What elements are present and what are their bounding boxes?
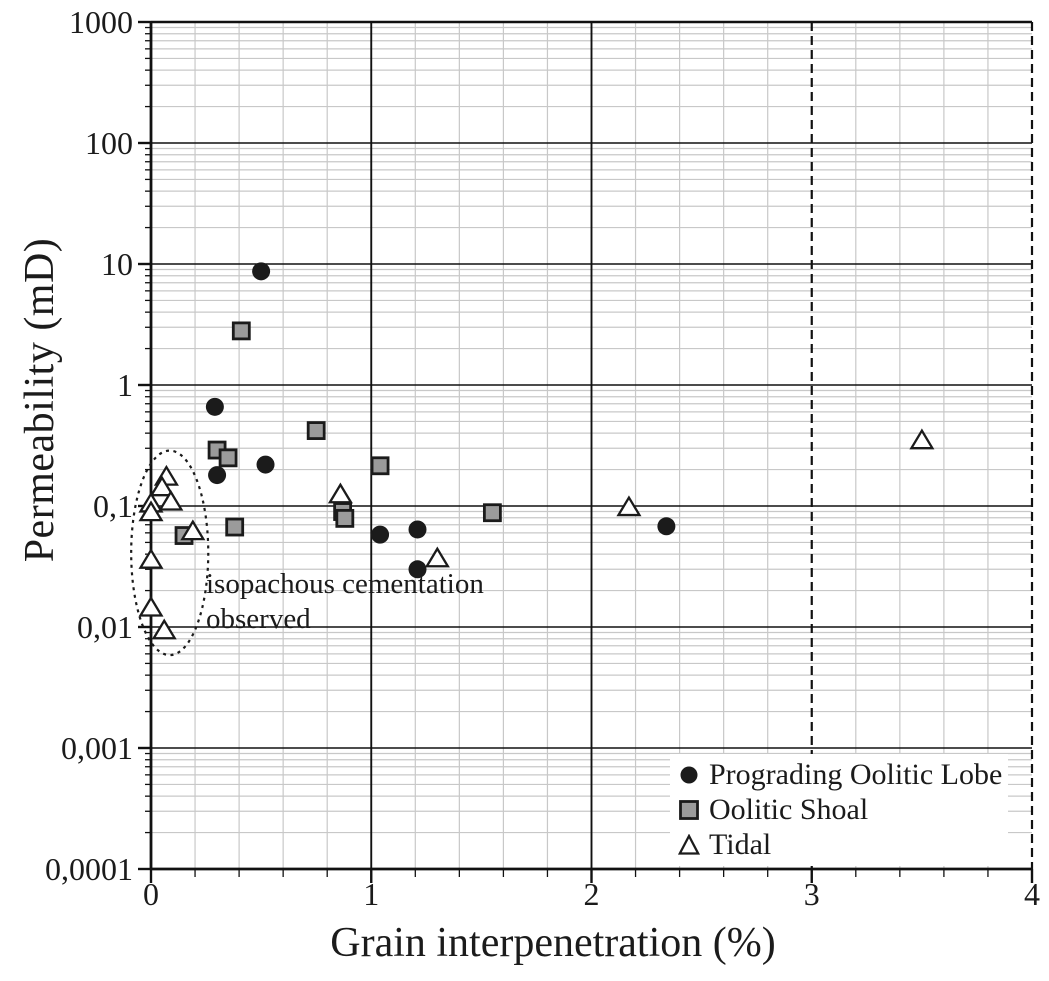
y-tick-label: 10 bbox=[101, 246, 133, 282]
y-tick-label: 0,001 bbox=[61, 730, 133, 766]
data-point-square bbox=[220, 450, 236, 466]
x-tick-label: 0 bbox=[143, 876, 159, 912]
data-point-square bbox=[372, 458, 388, 474]
annotation-line2: observed bbox=[206, 603, 311, 635]
y-tick-label: 0,0001 bbox=[45, 851, 133, 887]
data-point-square bbox=[233, 323, 249, 339]
data-point-circle bbox=[252, 262, 270, 280]
y-tick-label: 1000 bbox=[69, 4, 133, 40]
y-axis-title: Permeability (mD) bbox=[17, 237, 63, 563]
legend-item-oolitic-shoal bbox=[678, 792, 1002, 827]
x-axis-title: Grain interpenetration (%) bbox=[330, 920, 776, 966]
gray-square-marker-icon bbox=[678, 799, 700, 821]
y-tick-label: 0,1 bbox=[93, 488, 133, 524]
data-point-circle bbox=[657, 517, 675, 535]
data-point-square bbox=[308, 423, 324, 439]
x-tick-label: 2 bbox=[583, 876, 600, 912]
data-point-triangle bbox=[427, 549, 448, 567]
data-point-square bbox=[337, 510, 353, 526]
annotation-isopachous bbox=[206, 567, 484, 637]
x-tick-label: 3 bbox=[803, 876, 820, 912]
legend-item-prograding-oolitic-lobe bbox=[678, 757, 1002, 792]
legend bbox=[670, 754, 1008, 866]
legend-label-tidal: Tidal bbox=[709, 827, 772, 861]
data-point-triangle bbox=[141, 550, 162, 568]
legend-item-tidal bbox=[678, 827, 1002, 862]
y-tick-label: 0,01 bbox=[77, 609, 133, 645]
legend-label-prograding-oolitic-lobe: Prograding Oolitic Lobe bbox=[709, 757, 1003, 791]
legend-label-oolitic-shoal: Oolitic Shoal bbox=[709, 792, 869, 826]
y-tick-label: 100 bbox=[85, 125, 133, 161]
data-point-circle bbox=[208, 466, 226, 484]
x-tick-label: 4 bbox=[1024, 876, 1040, 912]
data-point-circle bbox=[206, 398, 224, 416]
data-point-square bbox=[484, 505, 500, 521]
data-point-circle bbox=[371, 526, 389, 544]
series-prograding-oolitic-lobe bbox=[206, 262, 676, 578]
open-triangle-marker-icon bbox=[678, 834, 700, 856]
data-point-triangle bbox=[154, 621, 175, 639]
x-tick-label: 1 bbox=[363, 876, 380, 912]
filled-circle-marker-icon bbox=[678, 764, 700, 786]
y-tick-label: 1 bbox=[117, 367, 133, 403]
data-point-triangle bbox=[330, 485, 351, 503]
annotation-line1: isopachous cementation bbox=[206, 568, 484, 600]
data-point-triangle bbox=[141, 598, 162, 616]
data-point-circle bbox=[409, 520, 427, 538]
data-point-square bbox=[227, 519, 243, 535]
data-point-circle bbox=[257, 456, 275, 474]
